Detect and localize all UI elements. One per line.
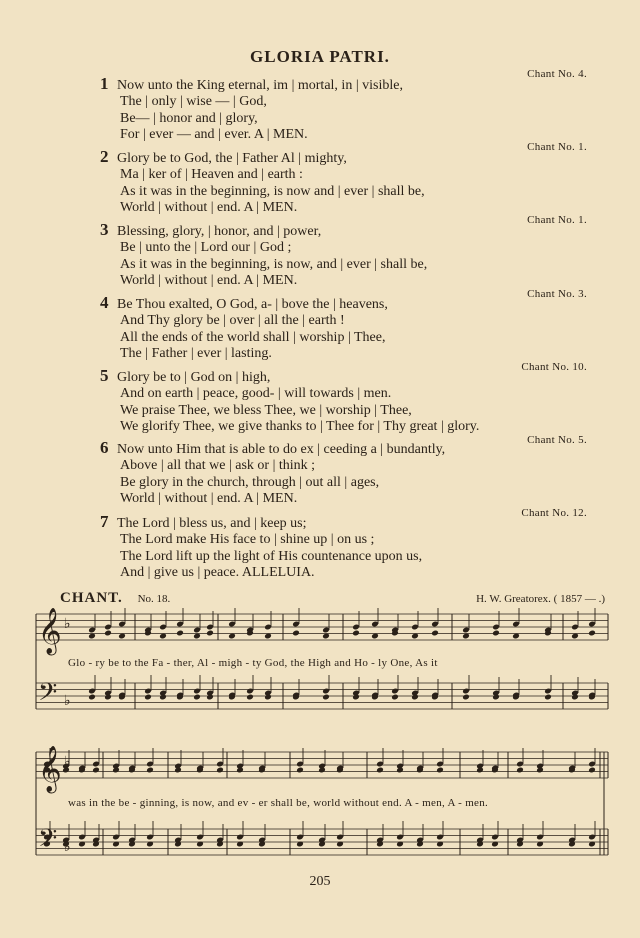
verse-chant-ref: Chant No. 10. xyxy=(521,361,587,373)
verse-line: World | without | end. A | MEN. xyxy=(120,199,298,215)
note-head xyxy=(292,630,300,637)
verse-line: Glory be to God, the | Father Al | mighty, xyxy=(117,151,347,166)
page-number: 205 xyxy=(309,874,331,889)
verse-chant-ref: Chant No. 12. xyxy=(521,507,587,519)
note-head xyxy=(352,630,360,637)
treble-clef-icon: 𝄞 xyxy=(38,746,62,792)
verse-line: Ma | ker of | Heaven and | earth : xyxy=(120,167,303,183)
note-head xyxy=(92,767,100,774)
chant-number: No. 18. xyxy=(137,593,171,605)
verse-line: And Thy glory be | over | all the | earth ! xyxy=(120,313,345,329)
verse-number: 4 xyxy=(100,293,109,312)
chant-label: CHANT. xyxy=(60,590,123,606)
note-head xyxy=(588,767,596,774)
chant-lyrics-line-1: Glo - ry be to the Fa - ther, Al - migh - ty God, the High and Ho - ly One, As it xyxy=(68,657,438,669)
note-head xyxy=(296,767,304,774)
verse-line: Be Thou exalted, O God, a- | bove the | heavens, xyxy=(117,297,388,312)
note-head xyxy=(516,767,524,774)
note-head xyxy=(492,630,500,637)
note-head xyxy=(104,630,112,637)
chant-composer: H. W. Greatorex. ( 1857 — .) xyxy=(476,593,605,605)
verse-line: The Lord | bless us, and | keep us; xyxy=(117,516,307,531)
flat-icon: ♭ xyxy=(64,616,71,632)
verse-line: The Lord make His face to | shine up | on us ; xyxy=(120,532,375,548)
verse-line: The | Father | ever | lasting. xyxy=(120,345,272,361)
bass-clef-icon: 𝄢 xyxy=(38,824,58,859)
verse-chant-ref: Chant No. 1. xyxy=(527,214,587,226)
verse-number: 3 xyxy=(100,220,109,239)
verse-number: 1 xyxy=(100,74,109,93)
verse-line: Be— | honor and | glory, xyxy=(120,110,258,126)
note-head xyxy=(144,694,152,701)
verse-line: Blessing, glory, | honor, and | power, xyxy=(117,224,322,239)
verse-line: All the ends of the world shall | worship | Thee, xyxy=(120,329,386,345)
verse-line: As it was in the beginning, is now and | ever | shall be, xyxy=(120,183,425,199)
verse-line: Now unto the King eternal, im | mortal, in | visible, xyxy=(117,78,403,93)
verse-chant-ref: Chant No. 4. xyxy=(527,68,587,80)
verse-line: Above | all that we | ask or | think ; xyxy=(120,458,316,474)
verse-line: As it was in the beginning, is now, and | ever | shall be, xyxy=(120,256,428,272)
verse-chant-ref: Chant No. 3. xyxy=(527,288,587,300)
treble-clef-icon: 𝄞 xyxy=(38,608,62,654)
note-head xyxy=(544,694,552,701)
note-head xyxy=(436,767,444,774)
verse-number: 2 xyxy=(100,147,109,166)
verse-line: Now unto Him that is able to do ex | ceeding a | bundantly, xyxy=(117,442,446,457)
note-head xyxy=(462,694,470,701)
page-title: GLORIA PATRI. xyxy=(250,47,390,66)
note-head xyxy=(431,630,439,637)
verse-chant-ref: Chant No. 1. xyxy=(527,141,587,153)
verse-chant-ref: Chant No. 5. xyxy=(527,434,587,446)
verse-line: We praise Thee, we bless Thee, we | worship | Thee, xyxy=(120,402,412,418)
note-head xyxy=(176,630,184,637)
verse-line: Be | unto the | Lord our | God ; xyxy=(120,240,292,256)
note-head xyxy=(246,694,254,701)
flat-icon: ♭ xyxy=(64,754,71,770)
note-head xyxy=(391,694,399,701)
bass-clef-icon: 𝄢 xyxy=(38,678,58,713)
flat-icon: ♭ xyxy=(64,839,71,855)
verse-line: World | without | end. A | MEN. xyxy=(120,490,298,506)
verse-line: World | without | end. A | MEN. xyxy=(120,272,298,288)
chant-lyrics-line-2: was in the be - ginning, is now, and ev - er shall be, world without end. A - men, A - men. xyxy=(68,797,489,809)
note-head xyxy=(376,767,384,774)
note-head xyxy=(88,694,96,701)
verse-line: The Lord lift up the light of His countenance upon us, xyxy=(120,548,423,564)
note-head xyxy=(193,694,201,701)
note-head xyxy=(216,767,224,774)
verse-line: The | only | wise — | God, xyxy=(120,94,267,110)
verse-line: For | ever — and | ever. A | MEN. xyxy=(120,126,308,142)
verse-number: 6 xyxy=(100,438,109,457)
note-head xyxy=(588,630,596,637)
verse-line: Glory be to | God on | high, xyxy=(117,370,271,385)
flat-icon: ♭ xyxy=(64,693,71,709)
verse-line: And | give us | peace. ALLELUIA. xyxy=(120,564,315,580)
verse-line: Be glory in the church, through | out all | ages, xyxy=(120,474,380,490)
verse-number: 7 xyxy=(100,512,109,531)
verse-number: 5 xyxy=(100,366,109,385)
note-head xyxy=(146,767,154,774)
note-head xyxy=(322,694,330,701)
verse-line: And on earth | peace, good- | will towards | men. xyxy=(120,386,392,402)
note-head xyxy=(206,630,214,637)
verse-line: We glorify Thee, we give thanks to | Thee for | Thy great | glory. xyxy=(120,418,480,434)
